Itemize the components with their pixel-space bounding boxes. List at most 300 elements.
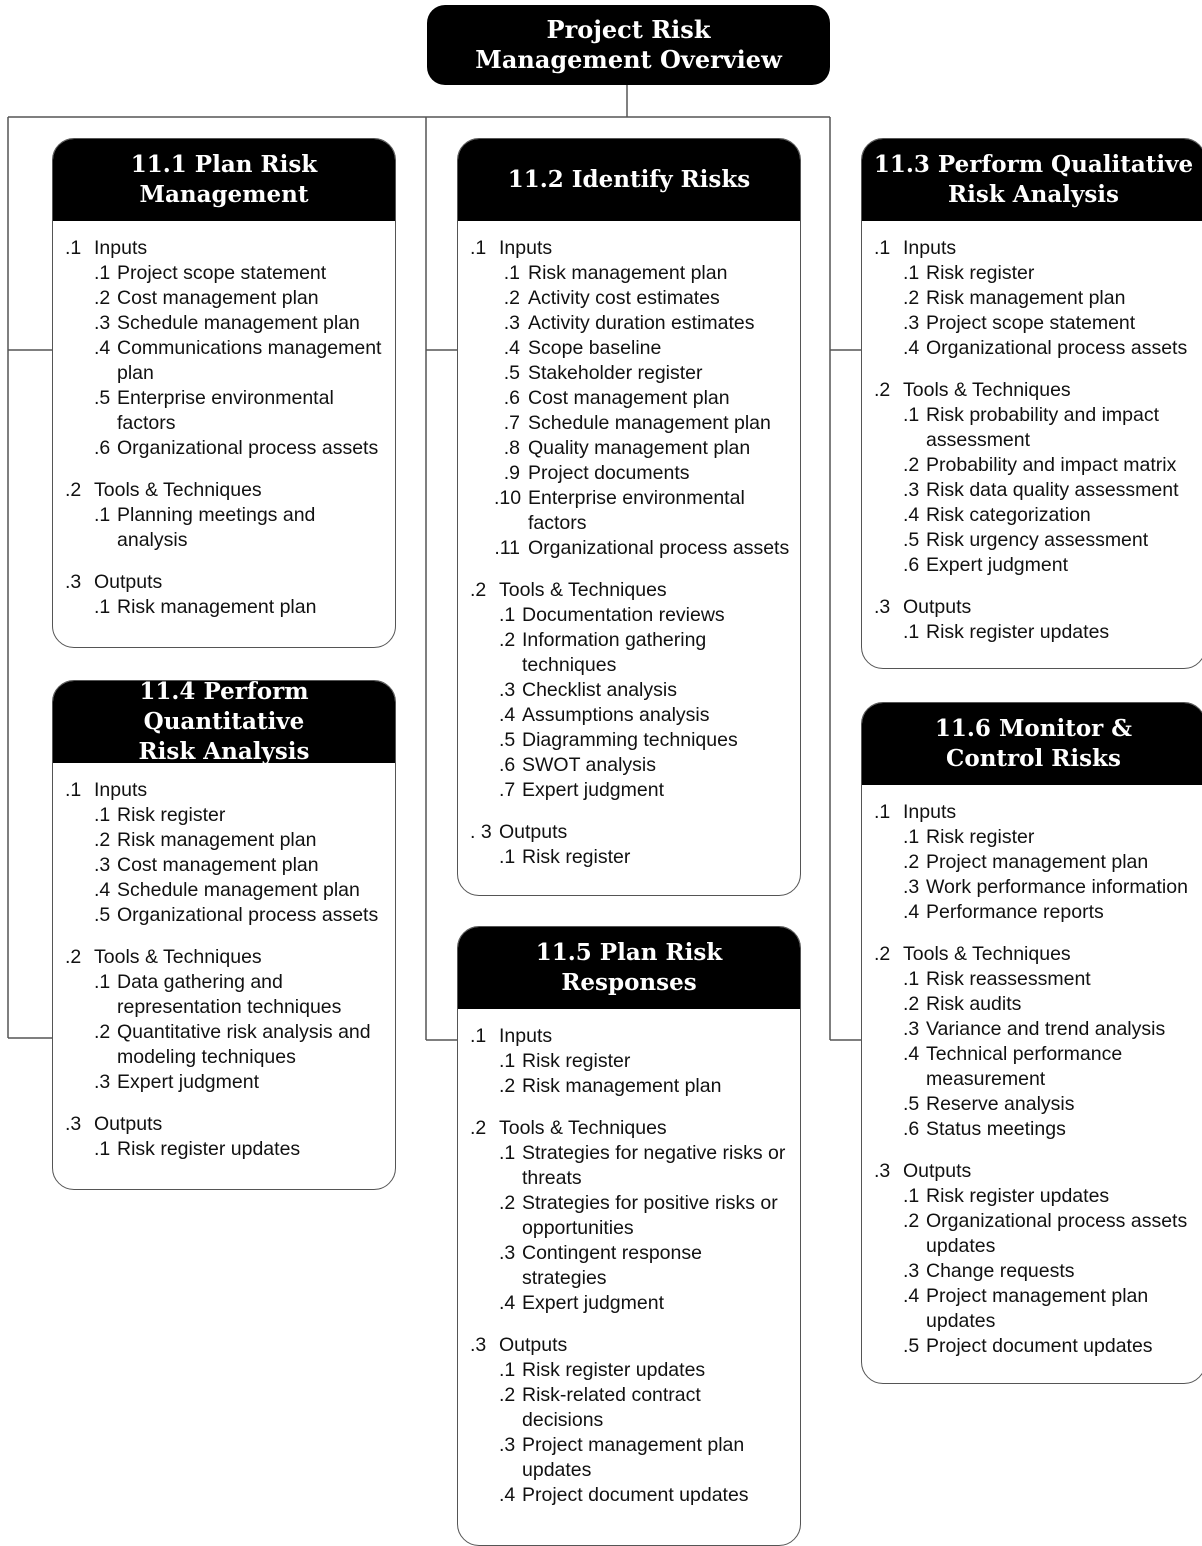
section-label: Outputs bbox=[499, 821, 568, 843]
project-risk-management-overview-node: Project Risk Management Overview bbox=[427, 5, 830, 85]
item-number: .2 bbox=[499, 1384, 516, 1406]
item-text: Variance and trend analysis bbox=[926, 1018, 1166, 1040]
list-item bbox=[903, 1092, 1201, 1117]
section-label: Inputs bbox=[903, 237, 957, 259]
item-text: Organizational process assets bbox=[117, 904, 379, 926]
item-text: Checklist analysis bbox=[522, 679, 677, 701]
section-heading bbox=[65, 945, 391, 970]
list-item bbox=[494, 411, 796, 436]
item-text: Assumptions analysis bbox=[522, 704, 710, 726]
list-item bbox=[903, 261, 1201, 286]
list-item bbox=[903, 1117, 1201, 1142]
list-item bbox=[499, 1291, 796, 1316]
process-box-11-3 bbox=[861, 138, 1202, 669]
item-number: .4 bbox=[499, 1484, 516, 1506]
item-number: .1 bbox=[94, 971, 111, 993]
item-text: Organizational process assets bbox=[117, 437, 379, 459]
list-item bbox=[94, 503, 391, 553]
item-text: Organizational process assets updates bbox=[926, 1210, 1188, 1257]
section bbox=[65, 570, 391, 620]
item-number: .4 bbox=[499, 704, 516, 726]
section-label: Inputs bbox=[94, 237, 148, 259]
section-label: Tools & Techniques bbox=[903, 943, 1071, 965]
item-number: .2 bbox=[499, 629, 516, 651]
section-number: .2 bbox=[470, 1117, 487, 1139]
list-item bbox=[94, 828, 391, 853]
section-label: Inputs bbox=[94, 779, 148, 801]
section bbox=[470, 578, 796, 803]
item-number: .4 bbox=[903, 337, 920, 359]
section-label: Outputs bbox=[903, 596, 972, 618]
item-list bbox=[499, 1358, 796, 1508]
list-item bbox=[94, 336, 391, 386]
process-title: 11.2 Identify Risks bbox=[458, 139, 800, 221]
section bbox=[65, 1112, 391, 1162]
section-number: .3 bbox=[874, 1160, 891, 1182]
item-number: .7 bbox=[503, 412, 520, 434]
item-text: Strategies for negative risks or threats bbox=[522, 1142, 786, 1189]
item-number: .4 bbox=[903, 1285, 920, 1307]
item-number: .6 bbox=[499, 754, 516, 776]
item-text: Expert judgment bbox=[522, 779, 664, 801]
item-number: .5 bbox=[94, 904, 111, 926]
list-item bbox=[903, 992, 1201, 1017]
item-list bbox=[94, 803, 391, 928]
section-label: Inputs bbox=[499, 1025, 553, 1047]
section-number: .2 bbox=[874, 943, 891, 965]
item-text: Project management plan updates bbox=[926, 1285, 1149, 1332]
item-number: .1 bbox=[499, 1359, 516, 1381]
list-item bbox=[499, 1433, 796, 1483]
list-item bbox=[903, 1209, 1201, 1259]
item-number: .2 bbox=[94, 1021, 111, 1043]
list-item bbox=[499, 1383, 796, 1433]
list-item bbox=[94, 386, 391, 436]
list-item bbox=[499, 1241, 796, 1291]
item-number: .1 bbox=[94, 262, 111, 284]
list-item bbox=[494, 336, 796, 361]
item-text: Activity cost estimates bbox=[528, 287, 720, 309]
item-text: Project document updates bbox=[522, 1484, 749, 1506]
list-item bbox=[94, 1020, 391, 1070]
item-text: Risk management plan bbox=[528, 262, 728, 284]
section-number: .1 bbox=[470, 1025, 487, 1047]
section bbox=[65, 236, 391, 461]
list-item bbox=[903, 900, 1201, 925]
list-item bbox=[499, 778, 796, 803]
item-list bbox=[94, 970, 391, 1095]
item-number: .7 bbox=[499, 779, 516, 801]
item-text: Risk urgency assessment bbox=[926, 529, 1149, 551]
list-item bbox=[903, 478, 1201, 503]
list-item bbox=[499, 603, 796, 628]
section-number: .3 bbox=[65, 571, 82, 593]
section bbox=[874, 942, 1201, 1142]
list-item bbox=[903, 875, 1201, 900]
item-number: .1 bbox=[903, 826, 920, 848]
section-number: . 3 bbox=[470, 821, 492, 843]
item-number: .1 bbox=[94, 1138, 111, 1160]
item-list bbox=[499, 845, 796, 870]
item-text: Organizational process assets bbox=[926, 337, 1188, 359]
item-number: .2 bbox=[903, 454, 920, 476]
item-list bbox=[499, 1141, 796, 1316]
section bbox=[470, 1333, 796, 1508]
item-number: .4 bbox=[499, 1292, 516, 1314]
section-heading bbox=[874, 236, 1201, 261]
item-list bbox=[903, 967, 1201, 1142]
item-text: Reserve analysis bbox=[926, 1093, 1075, 1115]
section-number: .1 bbox=[65, 237, 82, 259]
item-list bbox=[94, 595, 391, 620]
list-item bbox=[94, 595, 391, 620]
list-item bbox=[903, 825, 1201, 850]
list-item bbox=[94, 261, 391, 286]
item-text: Project management plan updates bbox=[522, 1434, 745, 1481]
section bbox=[874, 1159, 1201, 1359]
section bbox=[65, 478, 391, 553]
item-text: Diagramming techniques bbox=[522, 729, 738, 751]
section-heading bbox=[65, 478, 391, 503]
section-number: .3 bbox=[65, 1113, 82, 1135]
section-heading bbox=[874, 942, 1201, 967]
list-item bbox=[494, 461, 796, 486]
item-text: Risk-related contract decisions bbox=[522, 1384, 701, 1431]
item-text: Quality management plan bbox=[528, 437, 751, 459]
section bbox=[874, 800, 1201, 925]
item-text: Status meetings bbox=[926, 1118, 1066, 1140]
item-number: .5 bbox=[903, 1093, 920, 1115]
item-text: Project scope statement bbox=[117, 262, 327, 284]
item-list bbox=[94, 261, 391, 461]
list-item bbox=[903, 286, 1201, 311]
item-text: Risk register updates bbox=[117, 1138, 301, 1160]
list-item bbox=[494, 486, 796, 536]
section bbox=[874, 236, 1201, 361]
list-item bbox=[494, 436, 796, 461]
list-item bbox=[494, 536, 796, 561]
section-label: Outputs bbox=[903, 1160, 972, 1182]
item-text: Cost management plan bbox=[117, 854, 319, 876]
item-text: Enterprise environmental factors bbox=[117, 387, 334, 434]
item-number: .5 bbox=[903, 1335, 920, 1357]
list-item bbox=[94, 903, 391, 928]
item-text: Communications management plan bbox=[117, 337, 382, 384]
list-item bbox=[494, 386, 796, 411]
list-item bbox=[903, 553, 1201, 578]
section-heading bbox=[470, 1116, 796, 1141]
item-number: .2 bbox=[903, 1210, 920, 1232]
item-text: Risk register updates bbox=[522, 1359, 706, 1381]
list-item bbox=[94, 286, 391, 311]
process-title: 11.1 Plan Risk Management bbox=[53, 139, 395, 221]
item-number: .1 bbox=[499, 1050, 516, 1072]
item-text: Risk probability and impact assessment bbox=[926, 404, 1160, 451]
item-text: Risk register bbox=[522, 846, 631, 868]
list-item bbox=[903, 850, 1201, 875]
process-box-11-2 bbox=[457, 138, 801, 896]
list-item bbox=[903, 967, 1201, 992]
item-number: .5 bbox=[503, 362, 520, 384]
section-label: Tools & Techniques bbox=[499, 1117, 667, 1139]
item-number: .6 bbox=[94, 437, 111, 459]
section-label: Tools & Techniques bbox=[499, 579, 667, 601]
list-item bbox=[499, 703, 796, 728]
item-text: Activity duration estimates bbox=[528, 312, 755, 334]
section-number: .2 bbox=[65, 479, 82, 501]
item-text: Stakeholder register bbox=[528, 362, 703, 384]
item-number: .3 bbox=[903, 876, 920, 898]
list-item bbox=[94, 878, 391, 903]
item-number: .2 bbox=[94, 287, 111, 309]
item-text: Risk register bbox=[926, 826, 1035, 848]
process-title: 11.4 Perform Quantitative Risk Analysis bbox=[53, 681, 395, 763]
item-number: .1 bbox=[903, 262, 920, 284]
item-text: Quantitative risk analysis and modeling techniques bbox=[117, 1021, 371, 1068]
item-text: Schedule management plan bbox=[117, 312, 360, 334]
item-number: .1 bbox=[94, 804, 111, 826]
list-item bbox=[94, 311, 391, 336]
process-body bbox=[458, 221, 800, 870]
item-text: Risk categorization bbox=[926, 504, 1091, 526]
item-number: .3 bbox=[94, 854, 111, 876]
item-number: .4 bbox=[503, 337, 520, 359]
item-text: Risk audits bbox=[926, 993, 1022, 1015]
list-item bbox=[903, 403, 1201, 453]
item-number: .1 bbox=[903, 621, 920, 643]
list-item bbox=[499, 1358, 796, 1383]
section-label: Tools & Techniques bbox=[94, 479, 262, 501]
item-number: .11 bbox=[494, 537, 520, 559]
item-text: Expert judgment bbox=[926, 554, 1068, 576]
item-text: Schedule management plan bbox=[117, 879, 360, 901]
item-text: Risk data quality assessment bbox=[926, 479, 1179, 501]
item-number: .3 bbox=[499, 1242, 516, 1264]
section bbox=[65, 945, 391, 1095]
list-item bbox=[494, 261, 796, 286]
item-list bbox=[903, 620, 1201, 645]
list-item bbox=[94, 436, 391, 461]
item-text: Data gathering and representation techniques bbox=[117, 971, 342, 1018]
item-number: .1 bbox=[94, 504, 111, 526]
list-item bbox=[499, 628, 796, 678]
list-item bbox=[499, 1049, 796, 1074]
item-number: .3 bbox=[903, 1260, 920, 1282]
section bbox=[470, 236, 796, 561]
list-item bbox=[903, 503, 1201, 528]
item-number: .2 bbox=[903, 287, 920, 309]
item-number: .4 bbox=[94, 337, 111, 359]
section-number: .1 bbox=[65, 779, 82, 801]
item-number: .1 bbox=[499, 1142, 516, 1164]
section bbox=[470, 1024, 796, 1099]
item-text: Expert judgment bbox=[117, 1071, 259, 1093]
item-number: .1 bbox=[903, 1185, 920, 1207]
item-list bbox=[94, 503, 391, 553]
item-text: Project management plan bbox=[926, 851, 1149, 873]
list-item bbox=[903, 453, 1201, 478]
section-label: Tools & Techniques bbox=[94, 946, 262, 968]
list-item bbox=[494, 286, 796, 311]
section-number: .1 bbox=[874, 237, 891, 259]
item-text: Cost management plan bbox=[117, 287, 319, 309]
section bbox=[874, 378, 1201, 578]
section-label: Inputs bbox=[499, 237, 553, 259]
section-number: .2 bbox=[874, 379, 891, 401]
section-heading bbox=[65, 1112, 391, 1137]
item-text: Work performance information bbox=[926, 876, 1188, 898]
section-heading bbox=[470, 236, 796, 261]
item-text: Risk register updates bbox=[926, 1185, 1110, 1207]
section-label: Outputs bbox=[499, 1334, 568, 1356]
item-number: .5 bbox=[903, 529, 920, 551]
item-list bbox=[903, 825, 1201, 925]
item-number: .3 bbox=[903, 312, 920, 334]
item-number: .3 bbox=[499, 679, 516, 701]
section bbox=[65, 778, 391, 928]
process-title: 11.5 Plan Risk Responses bbox=[458, 927, 800, 1009]
list-item bbox=[903, 1259, 1201, 1284]
section-number: .1 bbox=[470, 237, 487, 259]
section-heading bbox=[874, 595, 1201, 620]
list-item bbox=[94, 1137, 391, 1162]
list-item bbox=[499, 1141, 796, 1191]
item-text: Risk register bbox=[926, 262, 1035, 284]
list-item bbox=[903, 1284, 1201, 1334]
process-box-11-5 bbox=[457, 926, 801, 1546]
item-text: Probability and impact matrix bbox=[926, 454, 1177, 476]
section-number: .2 bbox=[470, 579, 487, 601]
section-number: .1 bbox=[874, 801, 891, 823]
section-heading bbox=[470, 1333, 796, 1358]
section-heading bbox=[470, 820, 796, 845]
item-number: .6 bbox=[903, 1118, 920, 1140]
section-heading bbox=[65, 570, 391, 595]
list-item bbox=[903, 620, 1201, 645]
item-number: .3 bbox=[903, 1018, 920, 1040]
item-text: Strategies for positive risks or opportunities bbox=[522, 1192, 778, 1239]
list-item bbox=[94, 853, 391, 878]
item-text: Risk management plan bbox=[117, 596, 317, 618]
item-list bbox=[94, 1137, 391, 1162]
list-item bbox=[94, 803, 391, 828]
section-number: .3 bbox=[874, 596, 891, 618]
item-number: .3 bbox=[94, 312, 111, 334]
process-title: 11.3 Perform Qualitative Risk Analysis bbox=[862, 139, 1202, 221]
item-number: .4 bbox=[903, 504, 920, 526]
section-label: Outputs bbox=[94, 571, 163, 593]
item-list bbox=[499, 603, 796, 803]
item-number: .5 bbox=[94, 387, 111, 409]
item-text: Risk register bbox=[522, 1050, 631, 1072]
item-text: Schedule management plan bbox=[528, 412, 771, 434]
item-number: .4 bbox=[903, 1043, 920, 1065]
item-number: .3 bbox=[499, 1434, 516, 1456]
item-text: Project scope statement bbox=[926, 312, 1136, 334]
item-number: .8 bbox=[503, 437, 520, 459]
section-heading bbox=[470, 578, 796, 603]
section-label: Outputs bbox=[94, 1113, 163, 1135]
list-item bbox=[903, 1334, 1201, 1359]
process-box-11-4 bbox=[52, 680, 396, 1190]
section bbox=[874, 595, 1201, 645]
item-text: Documentation reviews bbox=[522, 604, 725, 626]
process-body bbox=[53, 763, 395, 1162]
item-number: .2 bbox=[903, 993, 920, 1015]
list-item bbox=[499, 753, 796, 778]
list-item bbox=[499, 1483, 796, 1508]
item-list bbox=[903, 1184, 1201, 1359]
list-item bbox=[903, 311, 1201, 336]
section-label: Tools & Techniques bbox=[903, 379, 1071, 401]
item-text: Risk register updates bbox=[926, 621, 1110, 643]
item-number: .2 bbox=[499, 1192, 516, 1214]
item-text: Risk reassessment bbox=[926, 968, 1091, 990]
item-number: .1 bbox=[903, 404, 920, 426]
item-text: Scope baseline bbox=[528, 337, 662, 359]
list-item bbox=[903, 528, 1201, 553]
item-text: Risk management plan bbox=[522, 1075, 722, 1097]
item-number: .2 bbox=[499, 1075, 516, 1097]
list-item bbox=[494, 311, 796, 336]
item-text: Enterprise environmental factors bbox=[528, 487, 745, 534]
item-text: Performance reports bbox=[926, 901, 1104, 923]
list-item bbox=[94, 970, 391, 1020]
item-text: Change requests bbox=[926, 1260, 1075, 1282]
process-box-11-1 bbox=[52, 138, 396, 648]
item-number: .1 bbox=[499, 846, 516, 868]
list-item bbox=[494, 361, 796, 386]
item-number: .2 bbox=[94, 829, 111, 851]
list-item bbox=[499, 728, 796, 753]
process-body bbox=[53, 221, 395, 620]
section-label: Inputs bbox=[903, 801, 957, 823]
section-heading bbox=[874, 378, 1201, 403]
item-text: Contingent response strategies bbox=[522, 1242, 702, 1289]
item-text: Project document updates bbox=[926, 1335, 1153, 1357]
item-text: Project documents bbox=[528, 462, 690, 484]
item-text: Organizational process assets bbox=[528, 537, 790, 559]
item-number: .10 bbox=[494, 487, 522, 509]
section-heading bbox=[65, 236, 391, 261]
item-text: Information gathering techniques bbox=[522, 629, 707, 676]
process-body bbox=[458, 1009, 800, 1508]
item-list bbox=[903, 403, 1201, 578]
item-text: Planning meetings and analysis bbox=[117, 504, 316, 551]
item-number: .2 bbox=[503, 287, 520, 309]
section-heading bbox=[470, 1024, 796, 1049]
item-number: .3 bbox=[503, 312, 520, 334]
list-item bbox=[499, 1191, 796, 1241]
list-item bbox=[499, 845, 796, 870]
item-number: .1 bbox=[499, 604, 516, 626]
item-number: .3 bbox=[903, 479, 920, 501]
section-heading bbox=[65, 778, 391, 803]
item-number: .1 bbox=[94, 596, 111, 618]
section bbox=[470, 820, 796, 870]
process-body bbox=[862, 221, 1202, 645]
list-item bbox=[499, 678, 796, 703]
item-list bbox=[499, 1049, 796, 1099]
list-item bbox=[903, 1184, 1201, 1209]
list-item bbox=[903, 1017, 1201, 1042]
list-item bbox=[903, 1042, 1201, 1092]
item-text: Risk management plan bbox=[117, 829, 317, 851]
item-text: Technical performance measurement bbox=[926, 1043, 1123, 1090]
item-number: .1 bbox=[503, 262, 520, 284]
list-item bbox=[94, 1070, 391, 1095]
section-number: .3 bbox=[470, 1334, 487, 1356]
